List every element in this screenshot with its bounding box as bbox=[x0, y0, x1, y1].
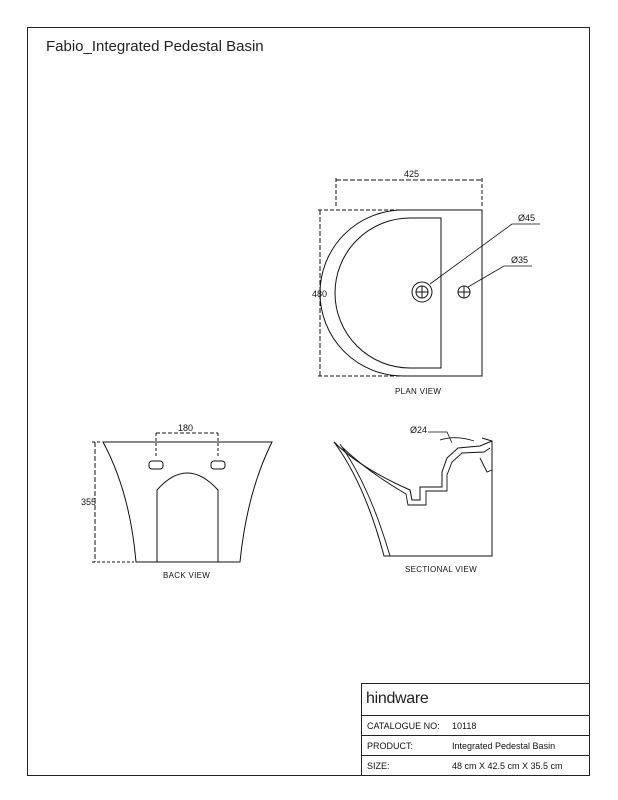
bracket-hole-right bbox=[211, 461, 225, 469]
plan-view bbox=[318, 178, 540, 376]
sectional-view-label: SECTIONAL VIEW bbox=[405, 565, 477, 574]
dim-hole-spacing: 180 bbox=[178, 423, 194, 433]
sectional-view bbox=[334, 432, 492, 556]
size-label: SIZE: bbox=[367, 761, 390, 771]
catalogue-value: 10118 bbox=[452, 721, 477, 731]
plan-inner-bowl bbox=[335, 218, 441, 368]
dim-depth: 480 bbox=[312, 289, 328, 299]
section-outer-wall bbox=[334, 438, 492, 556]
size-value: 48 cm X 42.5 cm X 35.5 cm bbox=[452, 761, 563, 771]
plan-view-label: PLAN VIEW bbox=[395, 387, 442, 396]
catalogue-label: CATALOGUE NO: bbox=[367, 721, 440, 731]
dim-height: 355 bbox=[81, 497, 97, 507]
section-inner-wall bbox=[340, 444, 390, 556]
title-block-row bbox=[362, 756, 589, 776]
title-block-row bbox=[362, 736, 589, 756]
section-bowl bbox=[334, 441, 492, 500]
back-outline bbox=[103, 442, 272, 562]
dim-tap-diameter: Ø35 bbox=[511, 255, 529, 265]
brand-logo: hindware bbox=[362, 684, 589, 716]
back-view-label: BACK VIEW bbox=[163, 571, 211, 580]
title-block bbox=[361, 683, 590, 776]
title-block-row bbox=[362, 716, 589, 736]
drawing-title: Fabio_Integrated Pedestal Basin bbox=[46, 38, 264, 55]
dim-width: 425 bbox=[404, 169, 420, 179]
back-view bbox=[92, 433, 272, 562]
dim-waste-diameter: Ø45 bbox=[518, 213, 536, 223]
back-arch-cutout bbox=[157, 473, 218, 562]
product-label: PRODUCT: bbox=[367, 741, 414, 751]
product-value: Integrated Pedestal Basin bbox=[452, 741, 556, 751]
dim-overflow-diameter: Ø24 bbox=[410, 425, 428, 435]
bracket-hole-left bbox=[149, 461, 163, 469]
